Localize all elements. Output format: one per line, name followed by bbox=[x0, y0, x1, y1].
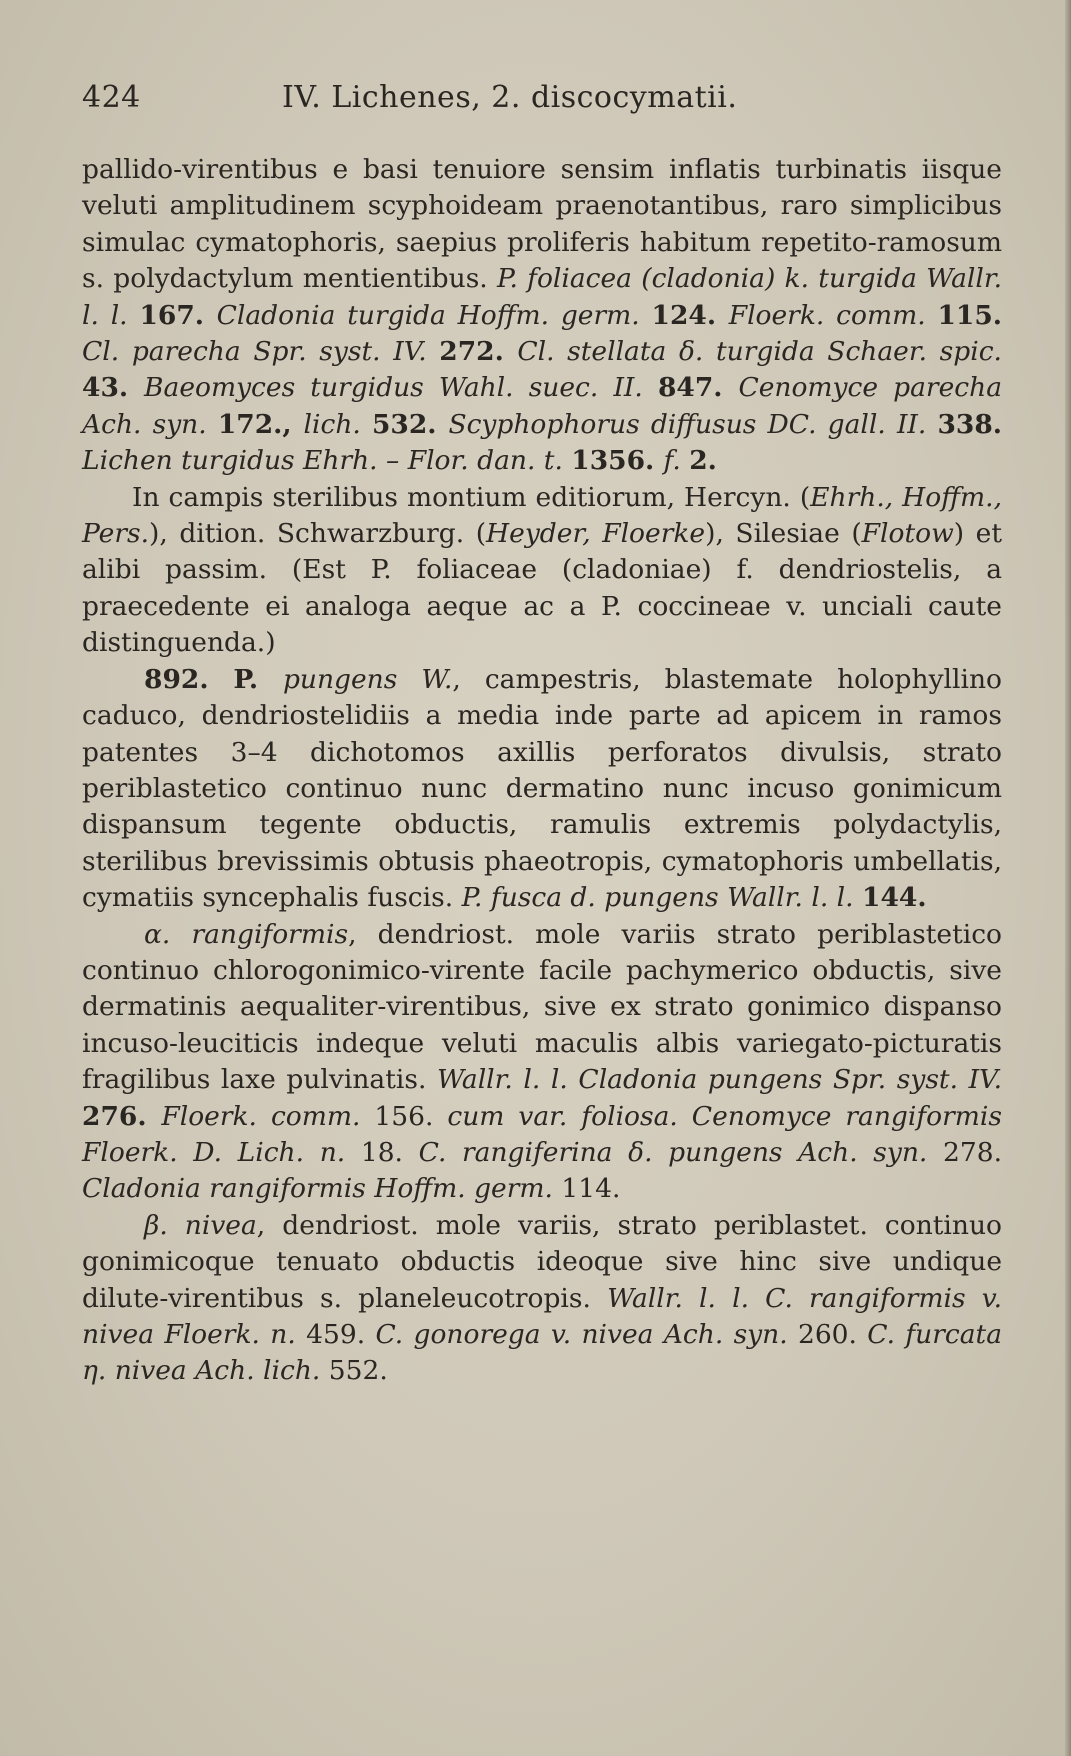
running-title: IV. Lichenes, 2. discocymatii. bbox=[282, 80, 738, 115]
text-run: 260. bbox=[797, 1319, 868, 1350]
text-run: Baeomyces turgidus Wahl. suec. II. bbox=[144, 372, 658, 404]
text-run: 272. bbox=[439, 336, 518, 368]
text-run: Cladonia rangiformis Hoffm. germ. bbox=[82, 1173, 562, 1205]
text-run: 167. bbox=[139, 299, 217, 331]
body-text bbox=[82, 152, 1002, 1390]
text-run: 114. bbox=[561, 1173, 621, 1205]
text-run: Flotow bbox=[861, 518, 954, 550]
text-run: ), Silesiae ( bbox=[705, 518, 862, 550]
text-run: 124. bbox=[651, 299, 729, 331]
text-run: Cladonia turgida Hoffm. germ. bbox=[216, 299, 652, 331]
text-run: Cl. parecha Spr. syst. IV. bbox=[82, 336, 440, 368]
text-run: 892. P. bbox=[144, 663, 283, 695]
text-run: Wallr. l. l. Cladonia pungens Spr. syst. IV. bbox=[436, 1064, 1002, 1096]
text-run: C. rangiferina δ. pungens Ach. syn. bbox=[418, 1136, 943, 1168]
text-run: Scyphophorus diffusus DC. gall. II. bbox=[448, 408, 938, 440]
text-run: 156. bbox=[374, 1100, 448, 1132]
paragraph-species-892-pungens bbox=[82, 662, 1002, 917]
text-run: 552. bbox=[328, 1355, 388, 1387]
paragraph-variety-alpha-rangiformis bbox=[82, 917, 1002, 1208]
text-run: pungens W. bbox=[282, 663, 453, 695]
text-run: C. gonorega v. nivea Ach. syn. bbox=[375, 1319, 798, 1350]
text-run: Floerk. comm. bbox=[161, 1100, 375, 1132]
text-run: Lichen turgidus Ehrh. – Flor. dan. t. bbox=[82, 445, 572, 477]
text-run: 459. bbox=[306, 1319, 376, 1350]
text-run: 2. bbox=[689, 445, 717, 477]
text-run: Floerk. comm. bbox=[728, 299, 938, 331]
paragraph-variety-beta-nivea bbox=[82, 1208, 1002, 1390]
text-run: 532. bbox=[371, 408, 449, 440]
running-header bbox=[82, 80, 982, 115]
text-run: , campestris, blastemate holophyllino caduco, dendriostelidiis a media inde parte ad apicem in ramos patentes 3–4 dichotomos axillis perforatos divulsis, strato periblastetico continuo nunc dermatino nunc incuso gonimicum dispansum tegente obductis, ramulis extremis polydactylis, sterilibus brevissimis obtusis phaeotropis, cymatophoris umbellatis, cymatiis syncephalis fuscis. bbox=[82, 663, 1002, 914]
text-run: Wallr. l. l. C. rangiformis v. nivea Floerk. n. bbox=[82, 1282, 1002, 1350]
text-run: 338. bbox=[937, 408, 1002, 440]
text-run: In campis sterilibus montium editiorum, Hercyn. ( bbox=[132, 481, 811, 513]
text-run: lich. bbox=[303, 408, 372, 440]
text-run: Cl. stellata δ. turgida Schaer. spic. bbox=[517, 336, 1002, 368]
text-run: ) et alibi passim. (Est P. foliaceae (cladoniae) f. dendriostelis, a praecedente ei analoga aeque ac a P. coccineae v. unciali caute distinguenda.) bbox=[82, 518, 1003, 659]
text-run: 172., bbox=[217, 408, 304, 440]
text-run: 847. bbox=[657, 372, 739, 404]
text-run: P. fusca d. pungens Wallr. l. l. bbox=[461, 882, 863, 914]
text-run: pallido-virentibus e basi tenuiore sensim inflatis turbinatis iisque veluti amplitudinem scyphoideam praenotantibus, raro simplicibus simulac cymatophoris, saepius proliferis habitum repetito-ramosum s. polydactylum mentientibus. bbox=[82, 154, 1002, 295]
paragraph-turgida-synonymy bbox=[82, 152, 1002, 480]
text-run: 1356. bbox=[571, 445, 664, 477]
text-run: , dendriost. mole variis, strato periblastet. continuo gonimicoque tenuato obductis ideoque sive hinc sive undique dilute-virentibus s. planeleucotropis. bbox=[82, 1209, 1002, 1314]
text-run: Ehrh., Hoffm., Pers. bbox=[82, 481, 1002, 550]
page-number: 424 bbox=[82, 80, 141, 115]
text-run: f. bbox=[663, 445, 690, 477]
paragraph-habitat bbox=[82, 480, 1002, 662]
text-run: 43. bbox=[82, 372, 145, 404]
text-run: Cenomyce parecha Ach. syn. bbox=[82, 372, 1002, 440]
text-run: C. furcata η. nivea Ach. lich. bbox=[82, 1319, 1002, 1387]
text-run: 115. bbox=[937, 299, 1002, 331]
text-run: 18. bbox=[360, 1136, 419, 1168]
text-run: 278. bbox=[942, 1136, 1002, 1168]
text-run: 144. bbox=[862, 882, 927, 914]
text-run: ), dition. Schwarzburg. ( bbox=[149, 518, 487, 550]
text-run: , dendriost. mole variis strato periblastetico continuo chlorogonimico-virente facile pachymerico obductis, sive dermatinis aequaliter-virentibus, sive ex strato gonimico dispanso incuso-leuciticis indeque veluti maculis albis variegato-picturatis fragilibus laxe pulvinatis. bbox=[82, 918, 1002, 1096]
text-run: 276. bbox=[82, 1100, 162, 1132]
text-run: α. rangiformis bbox=[144, 918, 349, 950]
text-run: Heyder, Floerke bbox=[486, 518, 706, 550]
page-edge-shadow bbox=[1065, 0, 1071, 1756]
text-run: P. foliacea (cladonia) k. turgida Wallr. l. l. bbox=[82, 263, 1003, 331]
text-run: cum var. foliosa. Cenomyce rangiformis Floerk. D. Lich. n. bbox=[82, 1100, 1002, 1168]
text-run: β. nivea bbox=[144, 1209, 257, 1241]
